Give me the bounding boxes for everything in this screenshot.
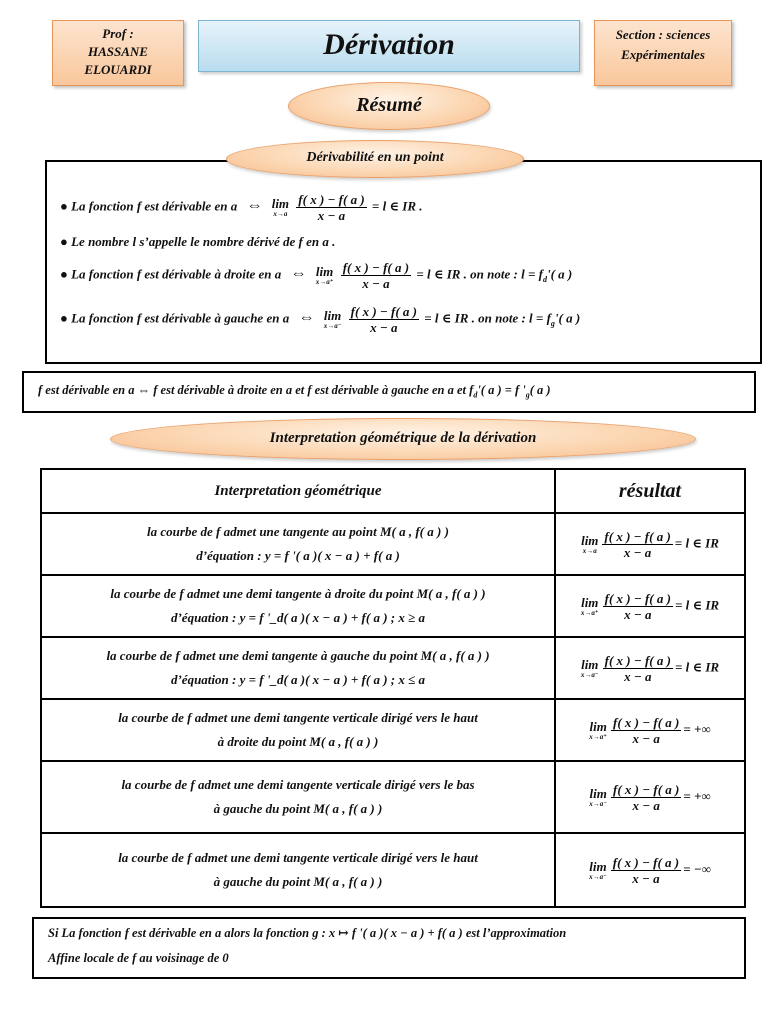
- equivalence-symbol: ⇔: [246, 197, 263, 215]
- limit-operator: lim x→a⁻: [323, 308, 342, 330]
- def-line-4-text: La fonction f est dérivable à gauche en a: [71, 310, 290, 326]
- section-line2: Expérimentales: [621, 47, 705, 62]
- def-line-1-result: = l ∈ IR .: [371, 198, 423, 214]
- def-line-3-end: '( a ): [546, 266, 573, 282]
- section-box: [594, 20, 732, 86]
- affine-line-2: Affine locale de f au voisinage de 0: [48, 951, 229, 965]
- document-title: Dérivation: [323, 28, 455, 61]
- derivability-oval: [226, 140, 524, 178]
- derivability-label: Dérivabilité en un point: [306, 150, 444, 165]
- table-header-row: [41, 469, 745, 513]
- right-subscript: d: [542, 275, 547, 285]
- def-line-2-text: Le nombre l s’appelle le nombre dérivé de f en a .: [71, 234, 336, 249]
- difference-quotient: $\frac{f( x ) - f( a )}{x - a}$: [298, 192, 365, 223]
- interpretation-table: [40, 468, 746, 908]
- bullet-icon: ●: [60, 266, 68, 282]
- table-row: la courbe de f admet une demi tangente à gauche du point M( a , f( a ) ) d’équation : y = f '_d( a )( x − a ) + f( a ) ; x ≤ a lim x→a⁻ $\frac{f( x ) - f( a )}{x - a}$ = l ∈ IR: [41, 637, 745, 699]
- bullet-icon: ●: [60, 310, 68, 326]
- bullet-icon: ●: [60, 234, 68, 249]
- table-row: la courbe de f admet une demi tangente à droite du point M( a , f( a ) ) d’équation : y = f '_d( a )( x − a ) + f( a ) ; x ≥ a lim x→a⁺ $\frac{f( x ) - f( a )}{x - a}$ = l ∈ IR: [41, 575, 745, 637]
- def-line-1: [60, 192, 423, 223]
- affine-line-1: Si La fonction f est dérivable en a alors la fonction g : x ↦ f '( a )( x − a ) + f( a ) est l’approximation: [48, 926, 567, 940]
- table-row: la courbe de f admet une demi tangente verticale dirigé vers le haut à gauche du point M( a , f( a ) ) lim x→a⁻ $\frac{f( x ) - f( a )}{x - a}$ = −∞: [41, 833, 745, 907]
- equivalence-symbol: ⇔: [298, 309, 315, 327]
- table-row: la courbe de f admet une tangente au point M( a , f( a ) ) d’équation : y = f '( a )( x − a ) + f( a ) lim x→a $\frac{f( x ) - f( a )}{x - a}$ = l ∈ IR: [41, 513, 745, 575]
- author-lastname: ELOUARDI: [84, 62, 152, 77]
- equivalence-symbol: ⇔: [290, 265, 307, 283]
- def-line-1-text: La fonction f est dérivable en a: [71, 198, 238, 214]
- limit-operator: lim x→a: [271, 196, 290, 218]
- document-title-box: [198, 20, 580, 72]
- author-box: [52, 20, 184, 86]
- def-line-4-end: '( a ): [554, 310, 581, 326]
- def-line-3: [60, 260, 572, 291]
- def-line-3-result: = l ∈ IR . on note : l = f: [416, 266, 543, 282]
- author-label: Prof :: [102, 26, 134, 41]
- table-row: la courbe de f admet une demi tangente verticale dirigé vers le haut à droite du point M( a , f( a ) ) lim x→a⁺ $\frac{f( x ) - f( a )}{x - a}$ = +∞: [41, 699, 745, 761]
- author-firstname: HASSANE: [88, 44, 148, 59]
- affine-approximation-frame: [32, 917, 746, 979]
- table-row: la courbe de f admet une demi tangente verticale dirigé vers le bas à gauche du point M( a , f( a ) ) lim x→a⁻ $\frac{f( x ) - f( a )}{x - a}$ = +∞: [41, 761, 745, 833]
- def-line-2: [60, 234, 335, 250]
- difference-quotient: $\frac{f( x ) - f( a )}{x - a}$: [350, 304, 418, 335]
- col-header-interpretation: Interpretation géométrique: [41, 469, 555, 513]
- section-line1: Section : sciences: [615, 27, 711, 42]
- difference-quotient: $\frac{f( x ) - f( a )}{x - a}$: [342, 260, 410, 291]
- def-line-3-text: La fonction f est dérivable à droite en a: [71, 266, 282, 282]
- bullet-icon: ●: [60, 198, 68, 214]
- equivalence-frame: [22, 371, 756, 413]
- resume-label: Résumé: [356, 94, 422, 116]
- def-line-4-result: = l ∈ IR . on note : l = f: [424, 310, 551, 326]
- limit-operator: lim x→a⁺: [315, 264, 334, 286]
- def-line-4: [60, 304, 580, 335]
- geometric-interpretation-oval: [110, 418, 696, 460]
- geometric-interpretation-label: Interpretation géométrique de la dérivation: [269, 430, 537, 446]
- col-header-result: résultat: [555, 469, 745, 513]
- resume-oval: [288, 82, 490, 130]
- equivalence-statement: f est dérivable en a ⇔ f est dérivable à droite en a et f est dérivable à gauche en a et $f_d'$( a ) = f '$_g$( a ): [38, 383, 551, 400]
- left-subscript: g: [550, 319, 555, 329]
